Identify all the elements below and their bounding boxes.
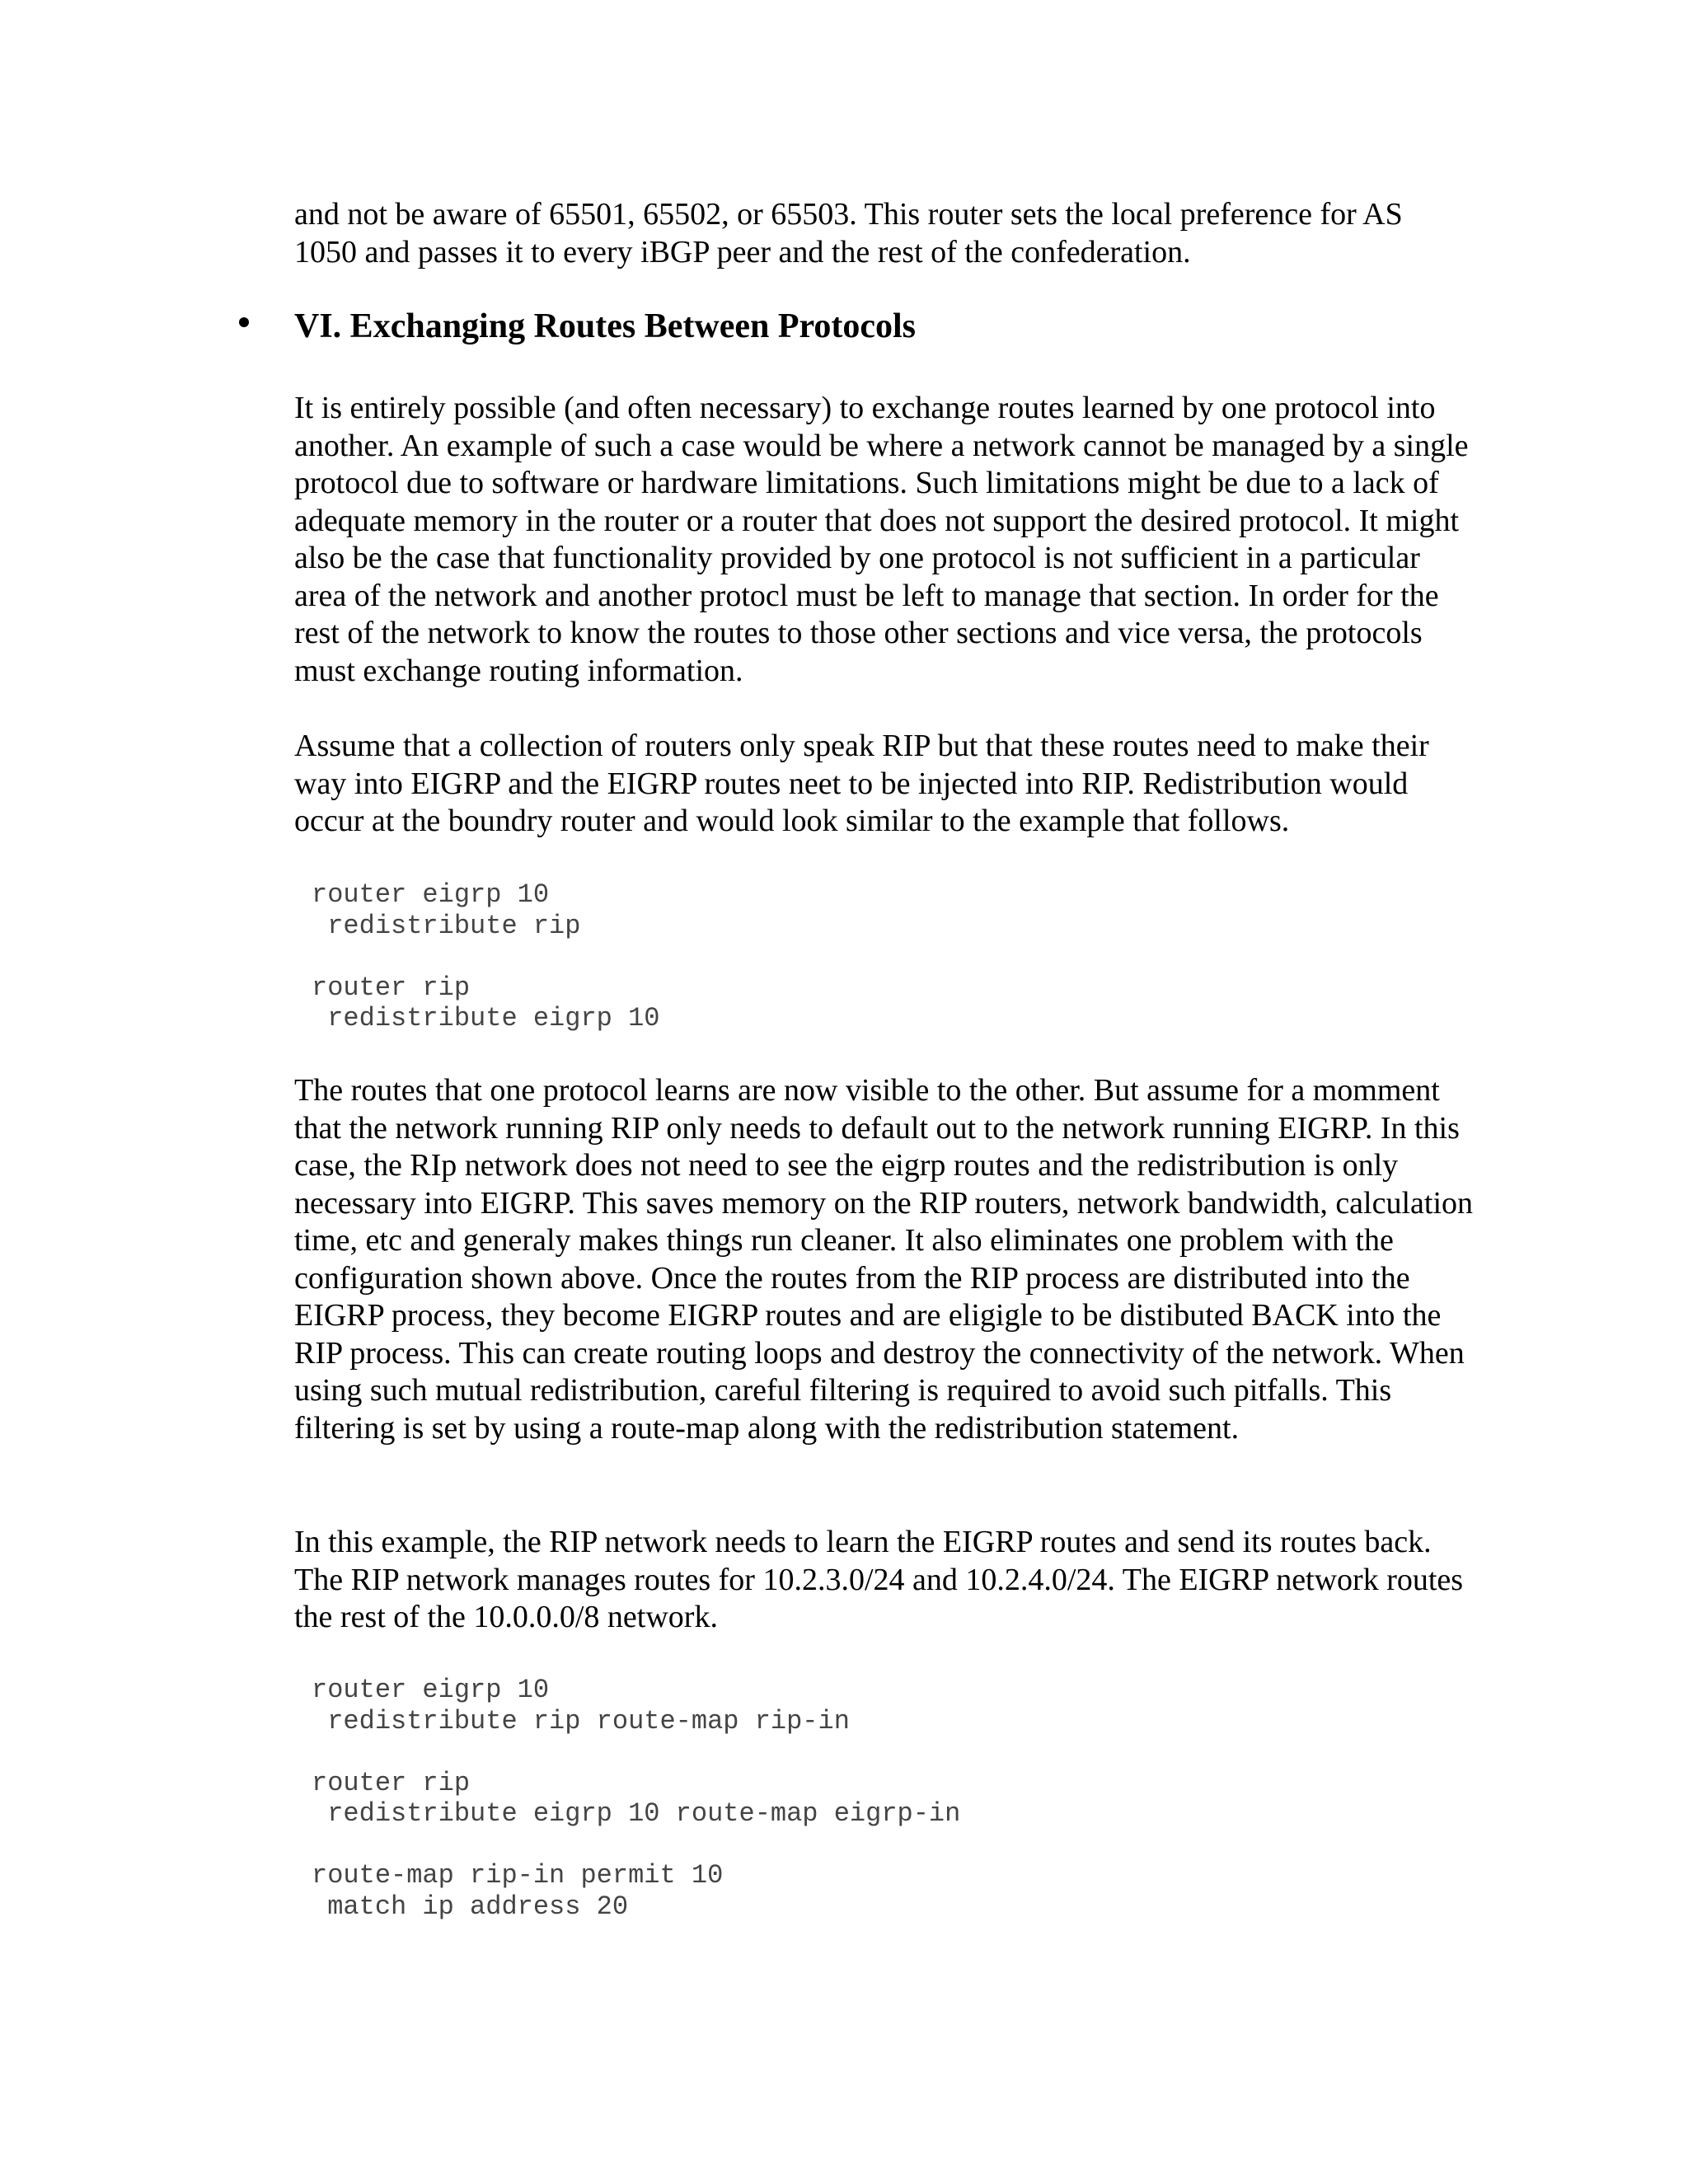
code-block-redistribution: router eigrp 10 redistribute rip router rip redistribute eigrp 10	[312, 879, 660, 1033]
section-heading-row	[239, 306, 1475, 355]
paragraph-route-visibility: The routes that one protocol learns are now visible to the other. But assume for a momment that the network running RIP only needs to default out to the network running EIGRP. In this case, the RIp network does not need to see the eigrp routes and the redistribution is only necessary into EIGRP. This saves memory on the RIP routers, network bandwidth, calculation time, etc and generaly makes things run cleaner. It also eliminates one problem with the configuration shown above. Once the routes from the RIP process are distributed into the EIGRP process, they become EIGRP routes and are eligigle to be distibuted BACK into the RIP process. This can create routing loops and destroy the connectivity of the network. When using such mutual redistribution, careful filtering is required to avoid such pitfalls. This filtering is set by using a route-map along with the redistribution statement.	[294, 1073, 1474, 1446]
bullet-icon	[239, 317, 249, 327]
intro-paragraph: and not be aware of 65501, 65502, or 65503. This router sets the local preference for AS 1050 and passes it to every iBGP peer and the rest of the confederation.	[294, 197, 1403, 269]
paragraph-rip-eigrp-assumption: Assume that a collection of routers only speak RIP but that these routes need to make their way into EIGRP and the EIGRP routes neet to be injected into RIP. Redistribution would occur at the boundry router and would look similar to the example that follows.	[294, 729, 1429, 838]
paragraph-exchange-routes: It is entirely possible (and often necessary) to exchange routes learned by one protocol into another. An example of such a case would be where a network cannot be managed by a single protocol due to software or hardware limitations. Such limitations might be due to a lack of adequate memory in the router or a router that does not support the desired protocol. It might also be the case that functionality provided by one protocol is not sufficient in a particular area of the network and another protocl must be left to manage that section. In order for the rest of the network to know the routes to those other sections and vice versa, the protocols must exchange routing information.	[294, 391, 1469, 688]
paragraph-rip-network-example: In this example, the RIP network needs to learn the EIGRP routes and send its routes back. The RIP network manages routes for 10.2.3.0/24 and 10.2.4.0/24. The EIGRP network routes the rest of the 10.0.0.0/8 network.	[294, 1525, 1464, 1634]
section-heading: VI. Exchanging Routes Between Protocols	[294, 307, 917, 345]
code-block-route-map: router eigrp 10 redistribute rip route-map rip-in router rip redistribute eigrp 10 route-map eigrp-in route-map rip-in permit 10 match ip address 20	[312, 1675, 961, 1922]
